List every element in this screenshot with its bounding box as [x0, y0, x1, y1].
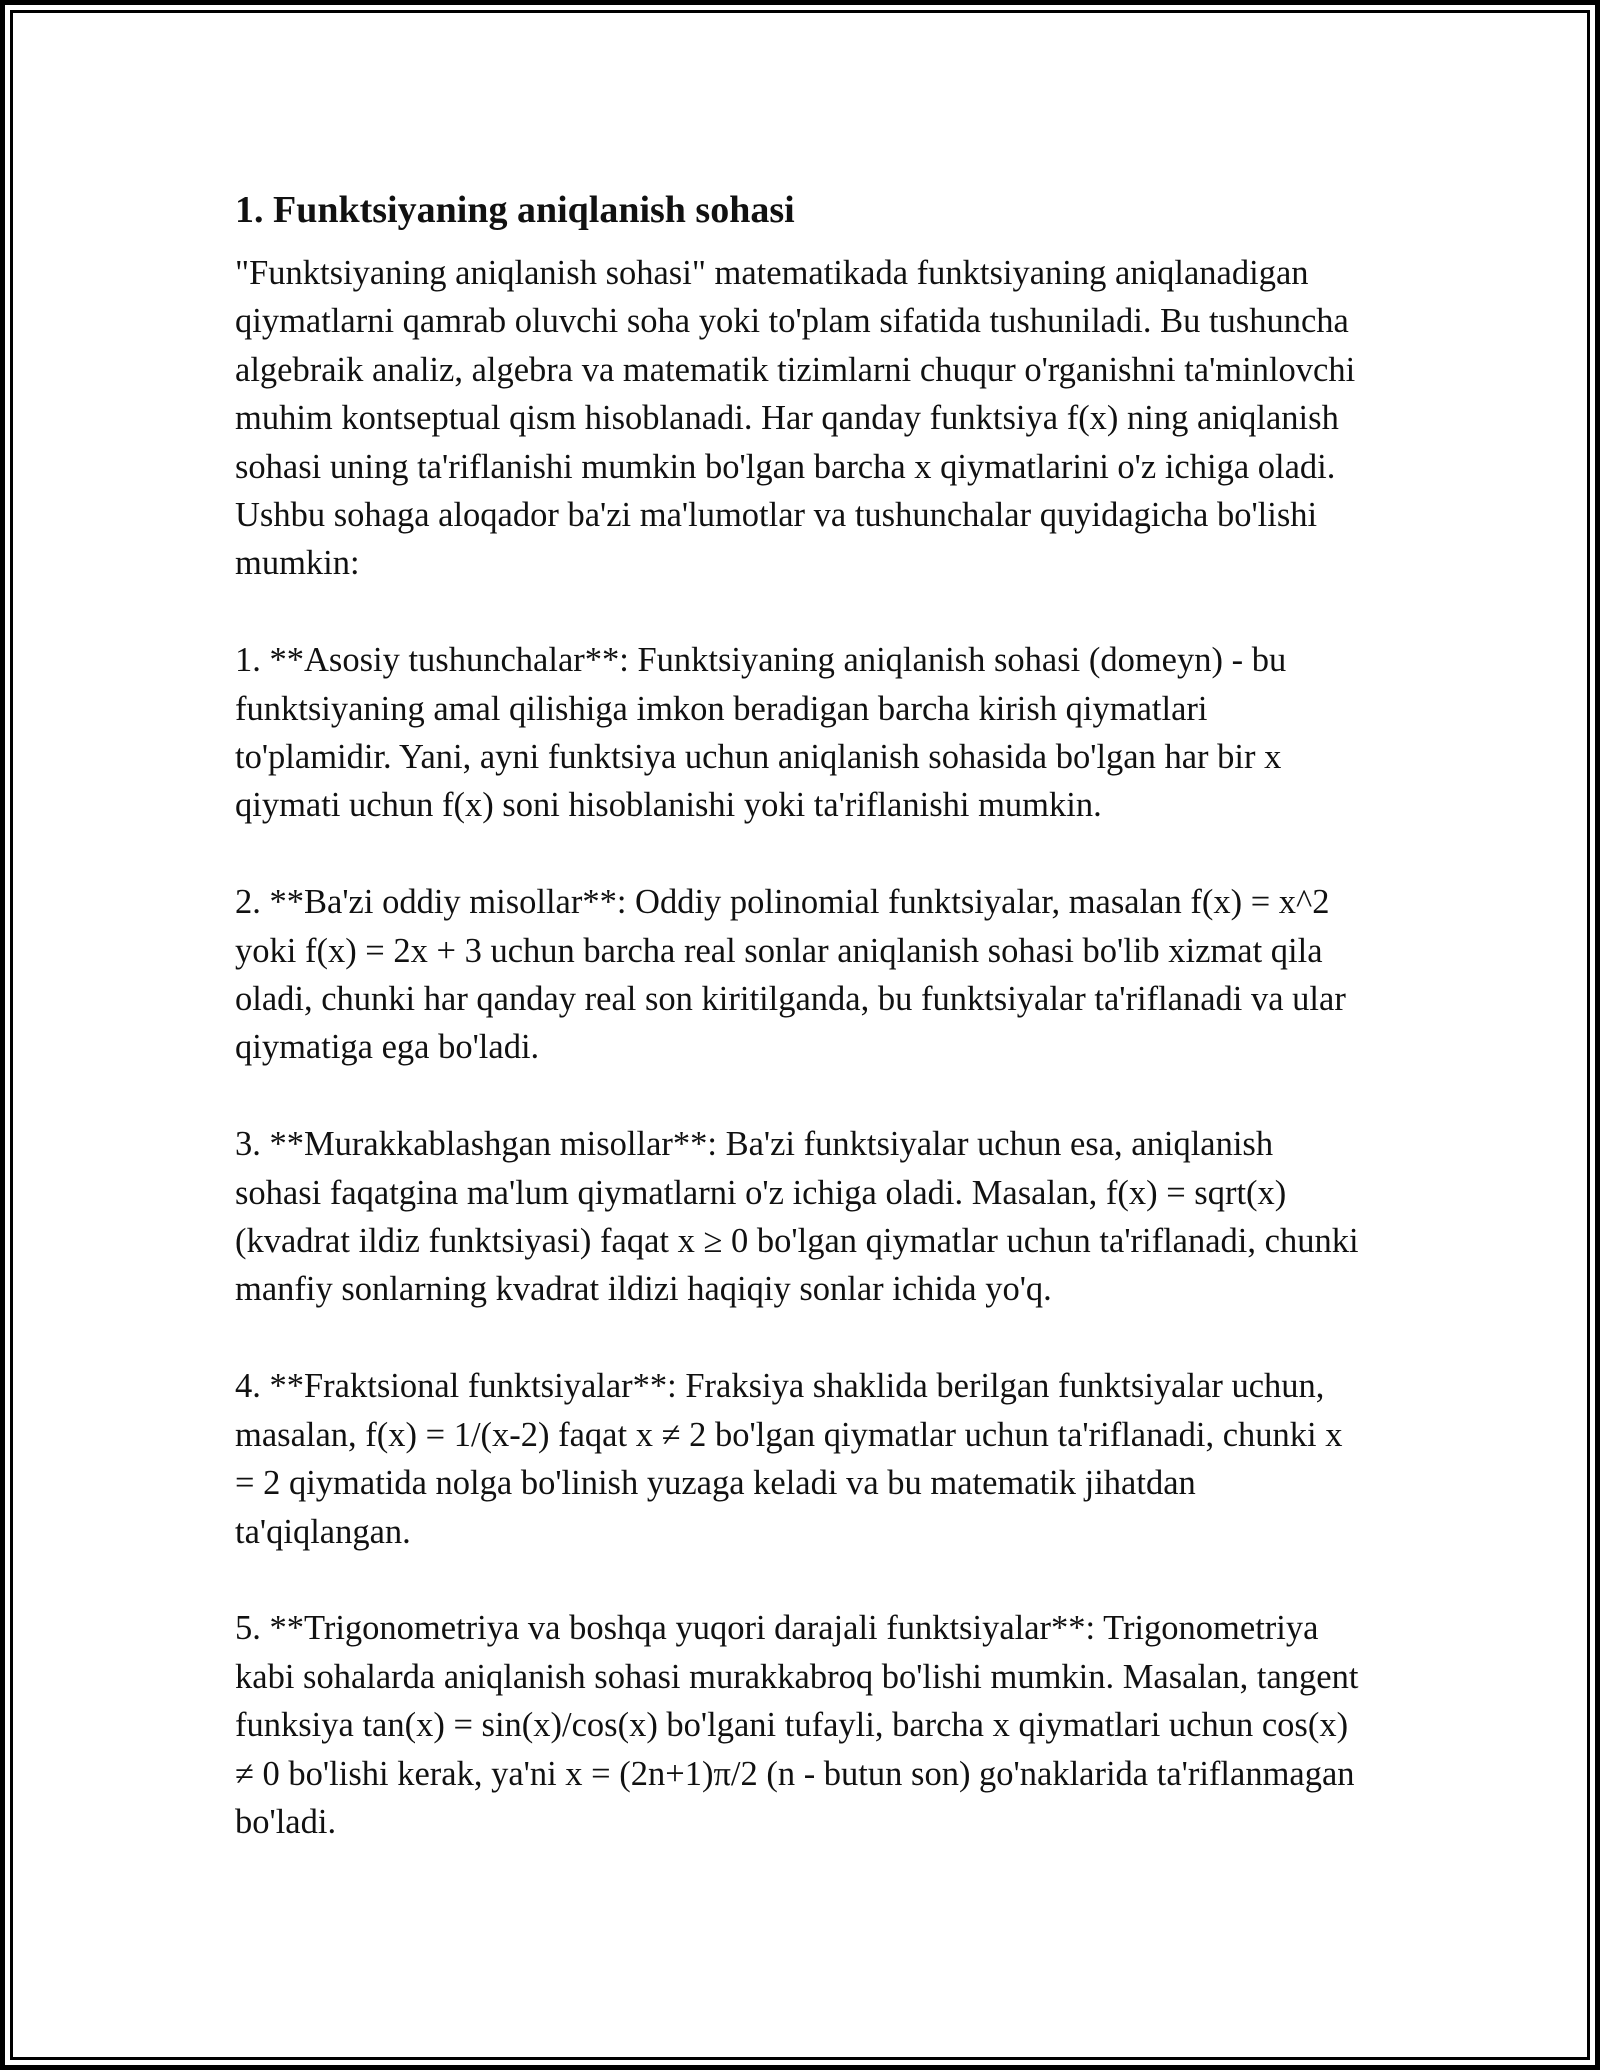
list-item-basic-concepts: 1. **Asosiy tushunchalar**: Funktsiyaning aniqlanish sohasi (domeyn) - bu funktsiyaning amal qilishiga imkon beradigan barcha kirish qiymatlari to'plamidir. Yani, ayni funktsiya uchun aniqlanish sohasida bo'lgan har bir x qiymati uchun f(x) soni hisoblanishi yoki ta'riflanishi mumkin.	[235, 641, 1287, 825]
list-item-simple-examples: 2. **Ba'zi oddiy misollar**: Oddiy polinomial funktsiyalar, masalan f(x) = x^2 yoki f(x) = 2x + 3 uchun barcha real sonlar aniqlanish sohasi bo'lib xizmat qila oladi, chunki har qanday real son kiritilganda, bu funktsiyalar ta'riflanadi va ular qiymatiga ega bo'ladi.	[235, 883, 1346, 1067]
list-item-trigonometric-functions: 5. **Trigonometriya va boshqa yuqori darajali funktsiyalar**: Trigonometriya kabi sohalarda aniqlanish sohasi murakkabroq bo'lishi mumkin. Masalan, tangent funksiya tan(x) = sin(x)/cos(x) bo'lgani tufayli, barcha x qiymatlari uchun cos(x) ≠ 0 bo'lishi kerak, ya'ni x = (2n+1)π/2 (n - butun son) go'naklarida ta'riflanmagan bo'ladi.	[235, 1609, 1359, 1841]
paragraph-spacer	[235, 1072, 1365, 1120]
intro-paragraph: "Funktsiyaning aniqlanish sohasi" matematikada funktsiyaning aniqlanadigan qiymatlarni qamrab oluvchi soha yoki to'plam sifatida tushuniladi. Bu tushuncha algebraik analiz, algebra va matematik tizimlarni chuqur o'rganishni ta'minlovchi muhim kontseptual qism hisoblanadi. Har qanday funktsiya f(x) ning aniqlanish sohasi uning ta'riflanishi mumkin bo'lgan barcha x qiymatlarini o'z ichiga oladi. Ushbu sohaga aloqador ba'zi ma'lumotlar va tushunchalar quyidagicha bo'lishi mumkin:	[235, 254, 1356, 583]
list-item-complex-examples: 3. **Murakkablashgan misollar**: Ba'zi funktsiyalar uchun esa, aniqlanish sohasi faqatgina ma'lum qiymatlarni o'z ichiga oladi. Masalan, f(x) = sqrt(x) (kvadrat ildiz funktsiyasi) faqat x ≥ 0 bo'lgan qiymatlar uchun ta'riflanadi, chunki manfiy sonlarning kvadrat ildizi haqiqiy sonlar ichida yo'q.	[235, 1125, 1359, 1309]
paragraph-spacer	[235, 830, 1365, 878]
paragraph-spacer	[235, 1314, 1365, 1362]
paragraph-spacer	[235, 1556, 1365, 1604]
document-body	[235, 185, 1365, 1846]
paragraph-spacer	[235, 588, 1365, 636]
page-title: 1. Funktsiyaning aniqlanish sohasi	[235, 189, 795, 231]
list-item-fractional-functions: 4. **Fraktsional funktsiyalar**: Fraksiya shaklida berilgan funktsiyalar uchun, masalan, f(x) = 1/(x-2) faqat x ≠ 2 bo'lgan qiymatlar uchun ta'riflanadi, chunki x = 2 qiymatida nolga bo'linish yuzaga keladi va bu matematik jihatdan ta'qiqlangan.	[235, 1367, 1343, 1551]
